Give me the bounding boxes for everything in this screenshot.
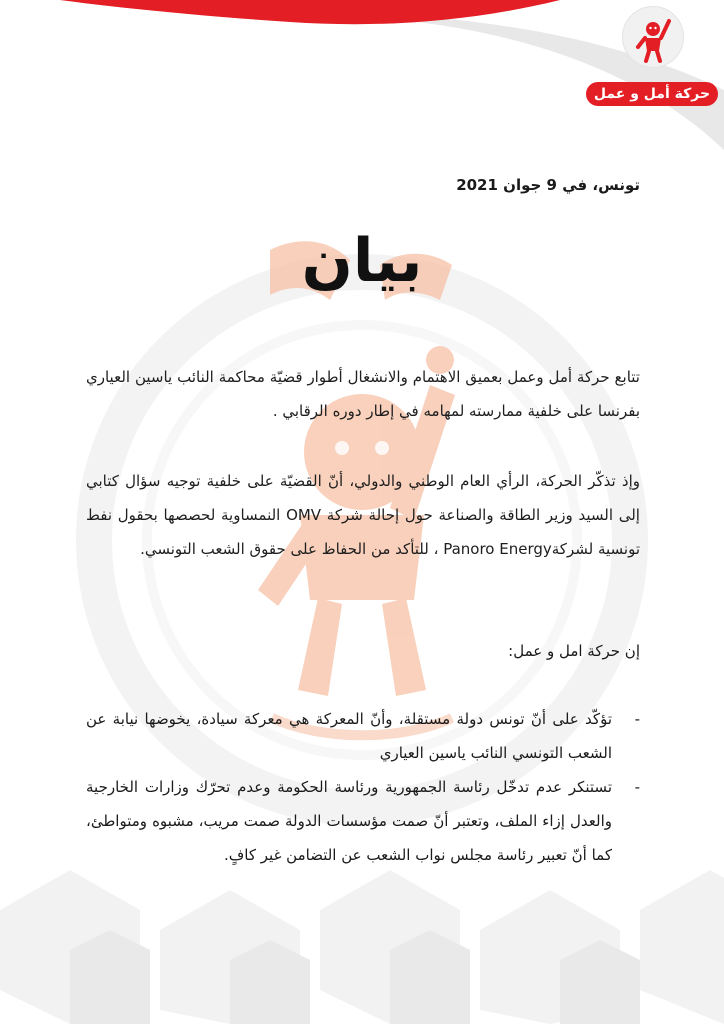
document-title: بيان <box>301 226 423 296</box>
bullet-marker: - <box>634 710 640 728</box>
paragraph-1: تتابع حركة أمل وعمل بعميق الاهتمام والانشغال أطوار قضيّة محاكمة النائب ياسين العياري بفرنسا على خلفية ممارسته لمهامه في إطار دوره الرقابي . <box>86 368 640 420</box>
statement-intro: إن حركة امل و عمل: <box>508 642 640 660</box>
logo-badge-label: حركة أمل و عمل <box>586 82 718 106</box>
paragraph-2: وإذ تذكّر الحركة، الرأي العام الوطني والدولي، أنّ القضيّة على خلفية توجيه سؤال كتابي إلى السيد وزير الطاقة والصناعة حول إحالة شركة OMV النمساوية لحصصها بحقول نفط تونسية لشركةPanoro Energy ، للتأكد من الحفاظ على حقوق الشعب التونسي. <box>86 472 640 558</box>
document-date: تونس، في 9 جوان 2021 <box>456 176 640 194</box>
bullet-text: تؤكّد على أنّ تونس دولة مستقلة، وأنّ المعركة هي معركة سيادة، يخوضها نيابة عن الشعب التونسي النائب ياسين العياري <box>86 710 612 762</box>
bullet-marker: - <box>634 778 640 796</box>
bullet-item <box>86 770 640 872</box>
statement-bullet-list <box>86 702 640 872</box>
bullet-text: تستنكر عدم تدخّل رئاسة الجمهورية ورئاسة الحكومة وعدم تحرّك وزارات الخارجية والعدل إزاء الملف، وتعتبر أنّ صمت مؤسسات الدولة صمت مريب، مشبوه ومتواطئ، كما أنّ تعبير رئاسة مجلس نواب الشعب عن التضامن غير كافٍ. <box>86 778 612 864</box>
bullet-item <box>86 702 640 770</box>
